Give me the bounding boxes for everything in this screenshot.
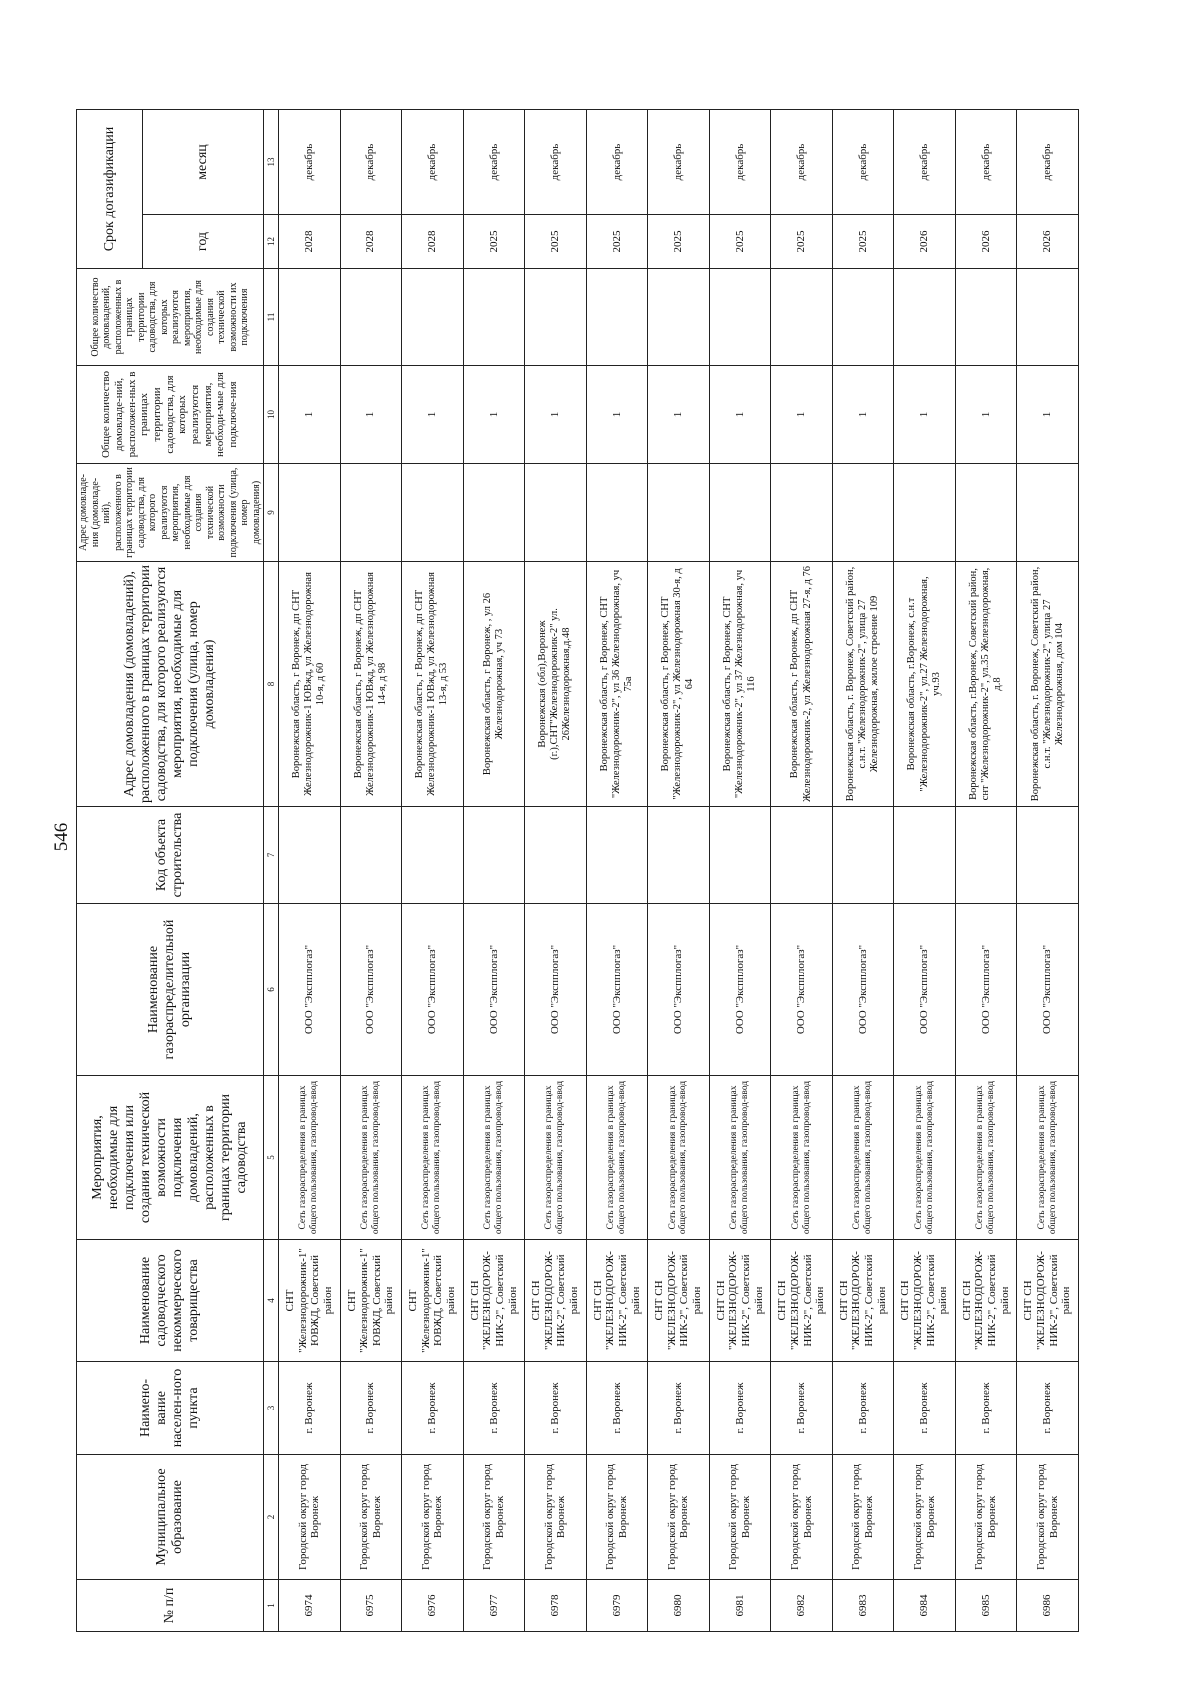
- table-row: [648, 110, 710, 1632]
- cell-address-tech: [709, 464, 771, 562]
- cell-snt-name: СНТ СН "ЖЕЛЕЗНОДОРОЖ-НИК-2", Советский район: [894, 1240, 956, 1362]
- cell-month: декабрь: [832, 110, 894, 215]
- cell-num: 6982: [771, 1580, 833, 1632]
- cell-snt-name: СНТ "Железнодорожник-1" ЮВЖД, Советский район: [279, 1240, 341, 1362]
- cell-address-tech: [463, 464, 525, 562]
- cell-address-tech: [586, 464, 648, 562]
- col-number: 9: [264, 464, 279, 562]
- cell-address-tech: [402, 464, 464, 562]
- cell-address-tech: [832, 464, 894, 562]
- table-body: [279, 110, 1079, 1632]
- header-measures: Мероприятия, необходимые для подключения или создания технической возможности подключения домовладений, расположенных в границах территории садоводства: [77, 1076, 264, 1240]
- cell-object-code: [709, 807, 771, 904]
- cell-address: Воронежская область, г Воронеж, дп СНТ Железнодорожник-2, ул Железнодорожная 27-я, д 76: [771, 562, 833, 807]
- cell-num: 6984: [894, 1580, 956, 1632]
- cell-year: 2028: [340, 215, 402, 269]
- cell-num: 6983: [832, 1580, 894, 1632]
- table-row: [402, 110, 464, 1632]
- cell-municipality: Городской округ город Воронеж: [279, 1455, 341, 1580]
- col-number: 8: [264, 562, 279, 807]
- cell-measure: Сеть газораспределения в границах общего пользования, газопровод-ввод: [709, 1076, 771, 1240]
- cell-object-code: [894, 807, 956, 904]
- cell-address: Воронежская область, г. Воронеж, Советский район, с.н.т. "Железнодорожник-2", улица 27 Железнодорожная, жилое строение 109: [832, 562, 894, 807]
- header-deadline: Срок догазификации: [77, 110, 143, 269]
- cell-year: 2028: [279, 215, 341, 269]
- col-number: 12: [264, 215, 279, 269]
- cell-month: декабрь: [402, 110, 464, 215]
- cell-snt-name: СНТ СН "ЖЕЛЕЗНОДОРОЖ-НИК-2", Советский район: [586, 1240, 648, 1362]
- cell-measure: Сеть газораспределения в границах общего пользования, газопровод-ввод: [463, 1076, 525, 1240]
- cell-object-code: [279, 807, 341, 904]
- cell-snt-name: СНТ СН "ЖЕЛЕЗНОДОРОЖ-НИК-2", Советский район: [648, 1240, 710, 1362]
- table-row: [463, 110, 525, 1632]
- cell-municipality: Городской округ город Воронеж: [586, 1455, 648, 1580]
- header-year: год: [143, 215, 264, 269]
- cell-snt-name: СНТ СН "ЖЕЛЕЗНОДОРОЖ-НИК-2", Советский район: [709, 1240, 771, 1362]
- cell-year: 2025: [771, 215, 833, 269]
- cell-locality: г. Воронеж: [279, 1362, 341, 1455]
- cell-address: Воронежская область, г Воронеж, СНТ "Железнодорожник-2", ул 37 Железнодорожная, уч 116: [709, 562, 771, 807]
- cell-snt-name: СНТ СН "ЖЕЛЕЗНОДОРОЖ-НИК-2", Советский район: [771, 1240, 833, 1362]
- cell-month: декабрь: [463, 110, 525, 215]
- header-address-tech: Адрес домовладе-ния (домовладе-ний), расположенного в границах территории садоводства, для которого реализуются мероприятия, необходимые для создания технической возможности подключения (улица, номер домовладения): [77, 464, 264, 562]
- header-month: месяц: [143, 110, 264, 215]
- header-gas-org: Наименование газораспределительной организации: [77, 904, 264, 1076]
- cell-snt-name: СНТ СН "ЖЕЛЕЗНОДОРОЖ-НИК-2", Советский район: [955, 1240, 1017, 1362]
- cell-year: 2025: [648, 215, 710, 269]
- table-row: [340, 110, 402, 1632]
- table-row: [771, 110, 833, 1632]
- cell-year: 2025: [525, 215, 587, 269]
- table-row: [525, 110, 587, 1632]
- cell-count-connect: 1: [648, 366, 710, 464]
- cell-gas-org: ООО "Экспплогаз": [832, 904, 894, 1076]
- cell-object-code: [1017, 807, 1079, 904]
- cell-count-tech: [525, 269, 587, 366]
- cell-num: 6985: [955, 1580, 1017, 1632]
- cell-address-tech: [894, 464, 956, 562]
- cell-count-tech: [894, 269, 956, 366]
- cell-count-connect: 1: [894, 366, 956, 464]
- cell-locality: г. Воронеж: [648, 1362, 710, 1455]
- col-number: 3: [264, 1362, 279, 1455]
- page-number: 546: [51, 822, 72, 852]
- cell-locality: г. Воронеж: [709, 1362, 771, 1455]
- cell-measure: Сеть газораспределения в границах общего пользования, газопровод-ввод: [771, 1076, 833, 1240]
- cell-locality: г. Воронеж: [771, 1362, 833, 1455]
- cell-count-tech: [832, 269, 894, 366]
- cell-measure: Сеть газораспределения в границах общего пользования, газопровод-ввод: [955, 1076, 1017, 1240]
- header-snt-name: Наименование садоводческого некоммерческого товарищества: [77, 1240, 264, 1362]
- cell-num: 6976: [402, 1580, 464, 1632]
- cell-measure: Сеть газораспределения в границах общего пользования, газопровод-ввод: [279, 1076, 341, 1240]
- cell-month: декабрь: [1017, 110, 1079, 215]
- col-number: 11: [264, 269, 279, 366]
- cell-address: Воронежская область, г.Воронеж, с.н.т "Железнодорожник-2", ул.27 Железнодорожная, уч.93: [894, 562, 956, 807]
- cell-address-tech: [955, 464, 1017, 562]
- cell-gas-org: ООО "Экспплогаз": [648, 904, 710, 1076]
- cell-num: 6978: [525, 1580, 587, 1632]
- cell-gas-org: ООО "Экспплогаз": [709, 904, 771, 1076]
- cell-object-code: [832, 807, 894, 904]
- cell-count-tech: [955, 269, 1017, 366]
- cell-year: 2025: [463, 215, 525, 269]
- cell-locality: г. Воронеж: [894, 1362, 956, 1455]
- cell-address-tech: [1017, 464, 1079, 562]
- cell-address: Воронежская область, г Воронеж, дп СНТ Железнодорожник-1 ЮВжд, ул Железнодорожная 14-я, д 98: [340, 562, 402, 807]
- cell-object-code: [771, 807, 833, 904]
- table-row: [586, 110, 648, 1632]
- table-row: [279, 110, 341, 1632]
- cell-municipality: Городской округ город Воронеж: [525, 1455, 587, 1580]
- cell-count-tech: [586, 269, 648, 366]
- cell-year: 2026: [1017, 215, 1079, 269]
- cell-locality: г. Воронеж: [955, 1362, 1017, 1455]
- cell-address: Воронежская область, г.Воронеж, Советский район, снт "Железнодорожник-2", ул.35 Железнодорожная, д.8: [955, 562, 1017, 807]
- cell-municipality: Городской округ город Воронеж: [955, 1455, 1017, 1580]
- cell-object-code: [340, 807, 402, 904]
- cell-address-tech: [525, 464, 587, 562]
- cell-count-connect: 1: [525, 366, 587, 464]
- cell-object-code: [525, 807, 587, 904]
- cell-month: декабрь: [340, 110, 402, 215]
- cell-gas-org: ООО "Экспплогаз": [586, 904, 648, 1076]
- cell-snt-name: СНТ СН "ЖЕЛЕЗНОДОРОЖ-НИК-2", Советский район: [1017, 1240, 1079, 1362]
- cell-municipality: Городской округ город Воронеж: [402, 1455, 464, 1580]
- cell-gas-org: ООО "Экспплогаз": [525, 904, 587, 1076]
- cell-address-tech: [771, 464, 833, 562]
- cell-month: декабрь: [525, 110, 587, 215]
- cell-num: 6986: [1017, 1580, 1079, 1632]
- cell-month: декабрь: [771, 110, 833, 215]
- cell-num: 6979: [586, 1580, 648, 1632]
- cell-measure: Сеть газораспределения в границах общего пользования, газопровод-ввод: [1017, 1076, 1079, 1240]
- header-address: Адрес домовладения (домовладений), расположенного в границах территории садоводства, для которого реализуются мероприятия, необходимые для подключения (улица, номер домовладения): [77, 562, 264, 807]
- col-number: 5: [264, 1076, 279, 1240]
- cell-object-code: [586, 807, 648, 904]
- cell-month: декабрь: [648, 110, 710, 215]
- cell-locality: г. Воронеж: [402, 1362, 464, 1455]
- cell-municipality: Городской округ город Воронеж: [340, 1455, 402, 1580]
- cell-count-connect: 1: [1017, 366, 1079, 464]
- cell-count-tech: [648, 269, 710, 366]
- cell-locality: г. Воронеж: [463, 1362, 525, 1455]
- cell-year: 2026: [894, 215, 956, 269]
- cell-snt-name: СНТ СН "ЖЕЛЕЗНОДОРОЖ-НИК-2", Советский район: [463, 1240, 525, 1362]
- cell-count-connect: 1: [955, 366, 1017, 464]
- cell-locality: г. Воронеж: [525, 1362, 587, 1455]
- cell-count-connect: 1: [771, 366, 833, 464]
- cell-gas-org: ООО "Экспплогаз": [340, 904, 402, 1076]
- cell-locality: г. Воронеж: [586, 1362, 648, 1455]
- cell-locality: г. Воронеж: [340, 1362, 402, 1455]
- header-num: № п/п: [77, 1580, 264, 1632]
- cell-measure: Сеть газораспределения в границах общего пользования, газопровод-ввод: [586, 1076, 648, 1240]
- table-row: [832, 110, 894, 1632]
- cell-year: 2025: [832, 215, 894, 269]
- document-table-container: [76, 110, 1078, 1632]
- cell-municipality: Городской округ город Воронеж: [894, 1455, 956, 1580]
- cell-count-tech: [1017, 269, 1079, 366]
- cell-municipality: Городской округ город Воронеж: [832, 1455, 894, 1580]
- cell-year: 2025: [709, 215, 771, 269]
- cell-num: 6974: [279, 1580, 341, 1632]
- cell-count-connect: 1: [832, 366, 894, 464]
- cell-gas-org: ООО "Экспплогаз": [402, 904, 464, 1076]
- cell-address: Воронежская область, г Воронеж, , ул 26 Железнодорожная, уч 73: [463, 562, 525, 807]
- cell-count-tech: [279, 269, 341, 366]
- cell-gas-org: ООО "Экспплогаз": [771, 904, 833, 1076]
- cell-gas-org: ООО "Экспплогаз": [894, 904, 956, 1076]
- cell-object-code: [648, 807, 710, 904]
- col-number: 1: [264, 1580, 279, 1632]
- col-number: 13: [264, 110, 279, 215]
- cell-address: Воронежская область, г Воронеж, СНТ "Железнодорожник-2", ул Железнодорожная 30-я, д 64: [648, 562, 710, 807]
- col-number: 4: [264, 1240, 279, 1362]
- col-number: 7: [264, 807, 279, 904]
- cell-num: 6980: [648, 1580, 710, 1632]
- cell-num: 6977: [463, 1580, 525, 1632]
- cell-gas-org: ООО "Экспплогаз": [1017, 904, 1079, 1076]
- cell-municipality: Городской округ город Воронеж: [771, 1455, 833, 1580]
- cell-address: Воронежская область, г Воронеж, дп СНТ Железнодорожник-1 ЮВжд, ул Железнодорожная 10-я, д 60: [279, 562, 341, 807]
- gasification-table: [76, 109, 1079, 1632]
- col-number: 10: [264, 366, 279, 464]
- cell-count-tech: [340, 269, 402, 366]
- cell-municipality: Городской округ город Воронеж: [709, 1455, 771, 1580]
- cell-count-tech: [463, 269, 525, 366]
- cell-address-tech: [648, 464, 710, 562]
- cell-month: декабрь: [709, 110, 771, 215]
- cell-year: 2028: [402, 215, 464, 269]
- cell-month: декабрь: [894, 110, 956, 215]
- cell-snt-name: СНТ "Железнодорожник-1" ЮВЖД, Советский район: [340, 1240, 402, 1362]
- cell-count-tech: [709, 269, 771, 366]
- cell-address: Воронежская (обл),Воронеж (г.),СНТ"Железнодорожник-2" ул. 26Железнодорожная,д.48: [525, 562, 587, 807]
- cell-count-tech: [771, 269, 833, 366]
- cell-num: 6975: [340, 1580, 402, 1632]
- header-count-connect: Общее количество домовладе-ний, расположен-ных в границах территории садоводства, для которых реализуются мероприятия, необходи-мые для подключе-ния: [77, 366, 264, 464]
- cell-count-connect: 1: [279, 366, 341, 464]
- cell-gas-org: ООО "Экспплогаз": [279, 904, 341, 1076]
- cell-month: декабрь: [586, 110, 648, 215]
- col-number: 2: [264, 1455, 279, 1580]
- cell-snt-name: СНТ СН "ЖЕЛЕЗНОДОРОЖ-НИК-2", Советский район: [832, 1240, 894, 1362]
- table-row: [955, 110, 1017, 1632]
- cell-count-connect: 1: [586, 366, 648, 464]
- cell-measure: Сеть газораспределения в границах общего пользования, газопровод-ввод: [340, 1076, 402, 1240]
- header-municipality: Муниципальное образование: [77, 1455, 264, 1580]
- cell-object-code: [463, 807, 525, 904]
- cell-count-connect: 1: [709, 366, 771, 464]
- cell-locality: г. Воронеж: [1017, 1362, 1079, 1455]
- cell-address-tech: [340, 464, 402, 562]
- col-number: 6: [264, 904, 279, 1076]
- cell-address-tech: [279, 464, 341, 562]
- header-object-code: Код объекта строительства: [77, 807, 264, 904]
- cell-measure: Сеть газораспределения в границах общего пользования, газопровод-ввод: [832, 1076, 894, 1240]
- cell-month: декабрь: [955, 110, 1017, 215]
- cell-year: 2026: [955, 215, 1017, 269]
- cell-snt-name: СНТ СН "ЖЕЛЕЗНОДОРОЖ-НИК-2", Советский район: [525, 1240, 587, 1362]
- cell-gas-org: ООО "Экспплогаз": [955, 904, 1017, 1076]
- cell-measure: Сеть газораспределения в границах общего пользования, газопровод-ввод: [402, 1076, 464, 1240]
- table-row: [709, 110, 771, 1632]
- cell-snt-name: СНТ "Железнодорожник-1" ЮВЖД, Советский район: [402, 1240, 464, 1362]
- cell-municipality: Городской округ город Воронеж: [1017, 1455, 1079, 1580]
- table-row: [894, 110, 956, 1632]
- cell-municipality: Городской округ город Воронеж: [648, 1455, 710, 1580]
- cell-gas-org: ООО "Экспплогаз": [463, 904, 525, 1076]
- cell-count-tech: [402, 269, 464, 366]
- cell-month: декабрь: [279, 110, 341, 215]
- cell-count-connect: 1: [463, 366, 525, 464]
- cell-measure: Сеть газораспределения в границах общего пользования, газопровод-ввод: [525, 1076, 587, 1240]
- cell-measure: Сеть газораспределения в границах общего пользования, газопровод-ввод: [894, 1076, 956, 1240]
- header-count-tech: Общее количество домовладений, расположенных в границах территории садоводства, для которых реализуются мероприятия, необходимые для создания технической возможности их подключения: [77, 269, 264, 366]
- cell-object-code: [402, 807, 464, 904]
- cell-address: Воронежская область, г Воронеж, дп СНТ Железнодорожник-1 ЮВжд, ул Железнодорожная 13-я, д 53: [402, 562, 464, 807]
- cell-num: 6981: [709, 1580, 771, 1632]
- cell-municipality: Городской округ город Воронеж: [463, 1455, 525, 1580]
- cell-count-connect: 1: [402, 366, 464, 464]
- cell-address: Воронежская область, г. Воронеж, Советский район, с.н.т. "Железнодорожник-2", улица 27 Железнодорожная, дом 104: [1017, 562, 1079, 807]
- cell-address: Воронежская область, г Воронеж, СНТ "Железнодорожник-2", ул 36 Железнодорожная, уч 75а: [586, 562, 648, 807]
- cell-locality: г. Воронеж: [832, 1362, 894, 1455]
- table-row: [1017, 110, 1079, 1632]
- cell-measure: Сеть газораспределения в границах общего пользования, газопровод-ввод: [648, 1076, 710, 1240]
- cell-count-connect: 1: [340, 366, 402, 464]
- cell-object-code: [955, 807, 1017, 904]
- header-locality: Наимено-вание населен-ного пункта: [77, 1362, 264, 1455]
- cell-year: 2025: [586, 215, 648, 269]
